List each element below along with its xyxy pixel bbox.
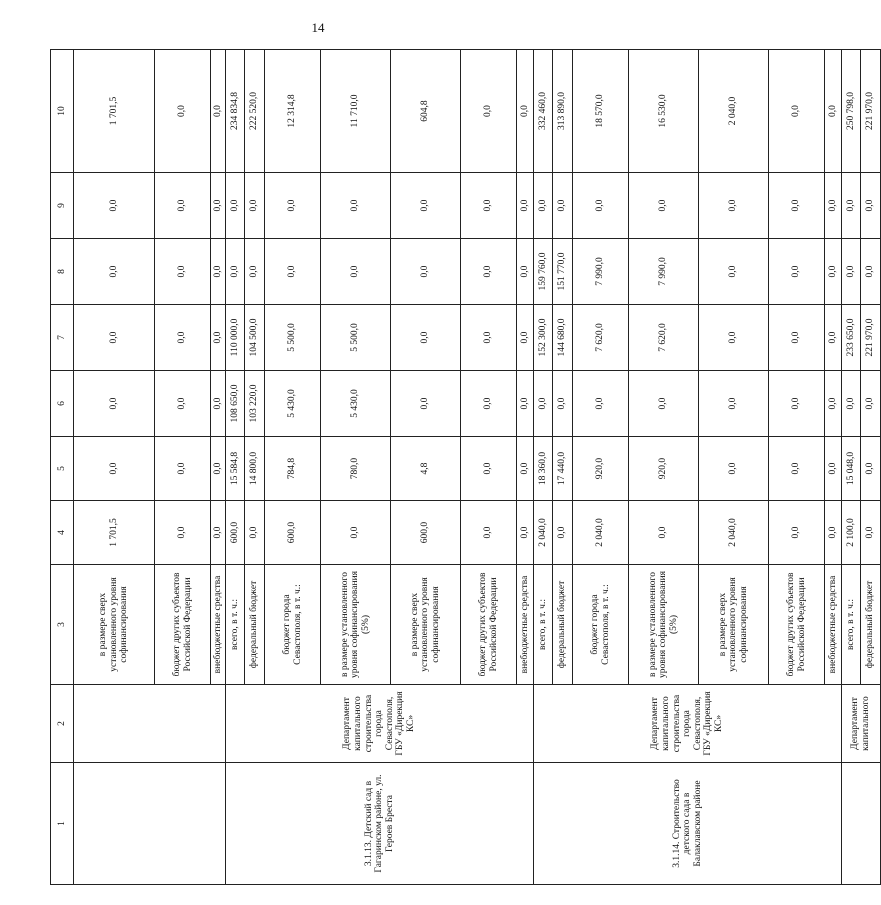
funding-source-cell: внебюджетные средства — [825, 565, 842, 685]
amount-cell: 2 040,0 — [699, 501, 769, 565]
amount-cell: 1 701,5 — [74, 501, 155, 565]
amount-cell: 0,0 — [391, 239, 461, 305]
amount-cell: 152 300,0 — [534, 305, 553, 371]
amount-cell: 0,0 — [629, 173, 699, 239]
amount-cell: 0,0 — [211, 305, 226, 371]
amount-cell: 0,0 — [461, 239, 517, 305]
page-number: 14 — [311, 20, 325, 35]
amount-cell: 0,0 — [842, 371, 861, 437]
amount-cell: 0,0 — [155, 437, 211, 501]
amount-cell: 0,0 — [517, 173, 534, 239]
funding-source-cell: федеральный бюджет — [553, 565, 573, 685]
object-name-cell — [842, 763, 881, 885]
amount-cell: 2 040,0 — [699, 50, 769, 173]
amount-cell: 234 834,8 — [226, 50, 245, 173]
amount-cell: 0,0 — [825, 239, 842, 305]
amount-cell: 0,0 — [553, 173, 573, 239]
amount-cell: 0,0 — [265, 239, 321, 305]
amount-cell: 250 798,0 — [842, 50, 861, 173]
amount-cell: 0,0 — [825, 371, 842, 437]
amount-cell: 0,0 — [211, 437, 226, 501]
amount-cell: 313 890,0 — [553, 50, 573, 173]
object-name-cell: 3.1.14. Строительство детского сада в Балаклавском районе — [534, 763, 842, 885]
amount-cell: 0,0 — [211, 501, 226, 565]
amount-cell: 0,0 — [517, 239, 534, 305]
amount-cell: 0,0 — [861, 173, 881, 239]
amount-cell: 0,0 — [517, 371, 534, 437]
funding-source-cell: федеральный бюджет — [861, 565, 881, 685]
amount-cell: 5 500,0 — [265, 305, 321, 371]
funding-source-cell: в размере установленного уровня софинансирования (5%) — [629, 565, 699, 685]
amount-cell: 0,0 — [211, 50, 226, 173]
amount-cell: 0,0 — [461, 501, 517, 565]
amount-cell: 0,0 — [74, 305, 155, 371]
amount-cell: 0,0 — [211, 173, 226, 239]
amount-cell: 0,0 — [245, 239, 265, 305]
amount-cell: 0,0 — [211, 371, 226, 437]
amount-cell: 0,0 — [391, 371, 461, 437]
amount-cell: 108 650,0 — [226, 371, 245, 437]
funding-source-cell: бюджет города Севастополя, в т. ч.: — [573, 565, 629, 685]
amount-cell: 15 584,8 — [226, 437, 245, 501]
amount-cell: 0,0 — [825, 501, 842, 565]
funding-source-cell: в размере сверх установленного уровня софинансирования — [74, 565, 155, 685]
amount-cell: 16 530,0 — [629, 50, 699, 173]
executor-cell: Департамент капитального — [842, 685, 881, 763]
funding-source-cell: внебюджетные средства — [211, 565, 226, 685]
amount-cell: 4,8 — [391, 437, 461, 501]
amount-cell: 7 620,0 — [629, 305, 699, 371]
amount-cell: 0,0 — [461, 305, 517, 371]
table-header-row — [51, 50, 74, 885]
amount-cell: 144 680,0 — [553, 305, 573, 371]
amount-cell: 0,0 — [825, 305, 842, 371]
amount-cell: 780,0 — [321, 437, 391, 501]
funding-source-cell: в размере установленного уровня софинансирования (5%) — [321, 565, 391, 685]
amount-cell: 0,0 — [699, 239, 769, 305]
amount-cell: 600,0 — [265, 501, 321, 565]
executor-cell: Департамент капитального строительства города Севастополя, ГБУ «Дирекция КС» — [226, 685, 534, 763]
amount-cell: 0,0 — [629, 371, 699, 437]
amount-cell: 0,0 — [825, 437, 842, 501]
amount-cell: 0,0 — [769, 305, 825, 371]
amount-cell: 110 000,0 — [226, 305, 245, 371]
amount-cell: 221 970,0 — [861, 50, 881, 173]
amount-cell: 0,0 — [573, 173, 629, 239]
amount-cell: 0,0 — [155, 173, 211, 239]
amount-cell: 221 970,0 — [861, 305, 881, 371]
amount-cell: 5 500,0 — [321, 305, 391, 371]
amount-cell: 0,0 — [461, 173, 517, 239]
funding-source-cell: всего, в т. ч.: — [842, 565, 861, 685]
header-cell: 2 — [51, 685, 74, 763]
funding-source-cell: в размере сверх установленного уровня софинансирования — [391, 565, 461, 685]
amount-cell: 784,8 — [265, 437, 321, 501]
table-row — [842, 50, 861, 885]
amount-cell: 7 990,0 — [573, 239, 629, 305]
amount-cell: 0,0 — [245, 173, 265, 239]
amount-cell: 0,0 — [842, 173, 861, 239]
header-cell: 3 — [51, 565, 74, 685]
amount-cell: 0,0 — [769, 437, 825, 501]
amount-cell: 0,0 — [517, 305, 534, 371]
amount-cell: 1 701,5 — [74, 50, 155, 173]
amount-cell: 0,0 — [74, 173, 155, 239]
amount-cell: 600,0 — [391, 501, 461, 565]
header-cell: 7 — [51, 305, 74, 371]
amount-cell: 0,0 — [553, 501, 573, 565]
funding-source-cell: бюджет других субъектов Российской Федерации — [155, 565, 211, 685]
amount-cell: 0,0 — [573, 371, 629, 437]
amount-cell: 18 570,0 — [573, 50, 629, 173]
amount-cell: 332 460,0 — [534, 50, 553, 173]
amount-cell: 0,0 — [74, 437, 155, 501]
amount-cell: 0,0 — [861, 371, 881, 437]
amount-cell: 0,0 — [321, 173, 391, 239]
funding-source-cell: всего, в т. ч.: — [226, 565, 245, 685]
amount-cell: 15 048,0 — [842, 437, 861, 501]
executor-cell: Департамент капитального строительства города Севастополя, ГБУ «Дирекция КС» — [534, 685, 842, 763]
amount-cell: 0,0 — [769, 50, 825, 173]
amount-cell: 0,0 — [245, 501, 265, 565]
header-cell: 8 — [51, 239, 74, 305]
amount-cell: 0,0 — [517, 437, 534, 501]
amount-cell: 0,0 — [769, 173, 825, 239]
amount-cell: 0,0 — [553, 371, 573, 437]
amount-cell: 0,0 — [769, 239, 825, 305]
amount-cell: 0,0 — [769, 371, 825, 437]
header-cell: 9 — [51, 173, 74, 239]
amount-cell: 104 500,0 — [245, 305, 265, 371]
amount-cell: 0,0 — [861, 501, 881, 565]
amount-cell: 0,0 — [699, 371, 769, 437]
amount-cell: 151 770,0 — [553, 239, 573, 305]
funding-source-cell: федеральный бюджет — [245, 565, 265, 685]
amount-cell: 0,0 — [155, 305, 211, 371]
header-cell: 10 — [51, 50, 74, 173]
amount-cell: 0,0 — [534, 173, 553, 239]
amount-cell: 0,0 — [155, 50, 211, 173]
amount-cell: 7 990,0 — [629, 239, 699, 305]
amount-cell: 0,0 — [155, 239, 211, 305]
amount-cell: 0,0 — [534, 371, 553, 437]
amount-cell: 0,0 — [461, 50, 517, 173]
amount-cell: 0,0 — [155, 371, 211, 437]
amount-cell: 14 800,0 — [245, 437, 265, 501]
amount-cell: 5 430,0 — [265, 371, 321, 437]
amount-cell: 0,0 — [699, 437, 769, 501]
table-row — [74, 50, 155, 885]
amount-cell: 2 040,0 — [573, 501, 629, 565]
amount-cell: 0,0 — [861, 437, 881, 501]
amount-cell: 0,0 — [461, 371, 517, 437]
funding-source-cell: бюджет города Севастополя, в т. ч.: — [265, 565, 321, 685]
amount-cell: 0,0 — [825, 173, 842, 239]
object-name-cell — [74, 763, 226, 885]
funding-source-cell: всего, в т. ч.: — [534, 565, 553, 685]
executor-cell — [74, 685, 226, 763]
table-row — [534, 50, 553, 885]
amount-cell: 0,0 — [226, 239, 245, 305]
amount-cell: 11 710,0 — [321, 50, 391, 173]
header-cell: 1 — [51, 763, 74, 885]
amount-cell: 0,0 — [842, 239, 861, 305]
header-cell: 4 — [51, 501, 74, 565]
amount-cell: 17 440,0 — [553, 437, 573, 501]
amount-cell: 0,0 — [391, 173, 461, 239]
amount-cell: 222 520,0 — [245, 50, 265, 173]
object-name-cell: 3.1.13. Детский сад в Гагаринском районе, ул. Героев Бреста — [226, 763, 534, 885]
amount-cell: 2 040,0 — [534, 501, 553, 565]
amount-cell: 0,0 — [74, 239, 155, 305]
header-cell: 6 — [51, 371, 74, 437]
funding-source-cell: внебюджетные средства — [517, 565, 534, 685]
amount-cell: 5 430,0 — [321, 371, 391, 437]
amount-cell: 233 650,0 — [842, 305, 861, 371]
amount-cell: 103 220,0 — [245, 371, 265, 437]
amount-cell: 0,0 — [699, 173, 769, 239]
financing-table — [50, 49, 881, 885]
header-cell: 5 — [51, 437, 74, 501]
amount-cell: 0,0 — [517, 50, 534, 173]
amount-cell: 920,0 — [629, 437, 699, 501]
amount-cell: 0,0 — [699, 305, 769, 371]
amount-cell: 18 360,0 — [534, 437, 553, 501]
amount-cell: 0,0 — [321, 239, 391, 305]
amount-cell: 0,0 — [155, 501, 211, 565]
amount-cell: 0,0 — [861, 239, 881, 305]
amount-cell: 0,0 — [391, 305, 461, 371]
table-row — [226, 50, 245, 885]
amount-cell: 0,0 — [769, 501, 825, 565]
amount-cell: 0,0 — [461, 437, 517, 501]
amount-cell: 159 760,0 — [534, 239, 553, 305]
amount-cell: 920,0 — [573, 437, 629, 501]
amount-cell: 0,0 — [74, 371, 155, 437]
amount-cell: 0,0 — [211, 239, 226, 305]
amount-cell: 0,0 — [629, 501, 699, 565]
amount-cell: 0,0 — [517, 501, 534, 565]
rotated-table-container — [50, 50, 876, 885]
funding-source-cell: бюджет других субъектов Российской Федерации — [769, 565, 825, 685]
amount-cell: 12 314,8 — [265, 50, 321, 173]
amount-cell: 0,0 — [226, 173, 245, 239]
amount-cell: 7 620,0 — [573, 305, 629, 371]
amount-cell: 604,8 — [391, 50, 461, 173]
amount-cell: 600,0 — [226, 501, 245, 565]
funding-source-cell: в размере сверх установленного уровня софинансирования — [699, 565, 769, 685]
amount-cell: 2 100,0 — [842, 501, 861, 565]
amount-cell: 0,0 — [265, 173, 321, 239]
funding-source-cell: бюджет других субъектов Российской Федерации — [461, 565, 517, 685]
amount-cell: 0,0 — [825, 50, 842, 173]
amount-cell: 0,0 — [321, 501, 391, 565]
